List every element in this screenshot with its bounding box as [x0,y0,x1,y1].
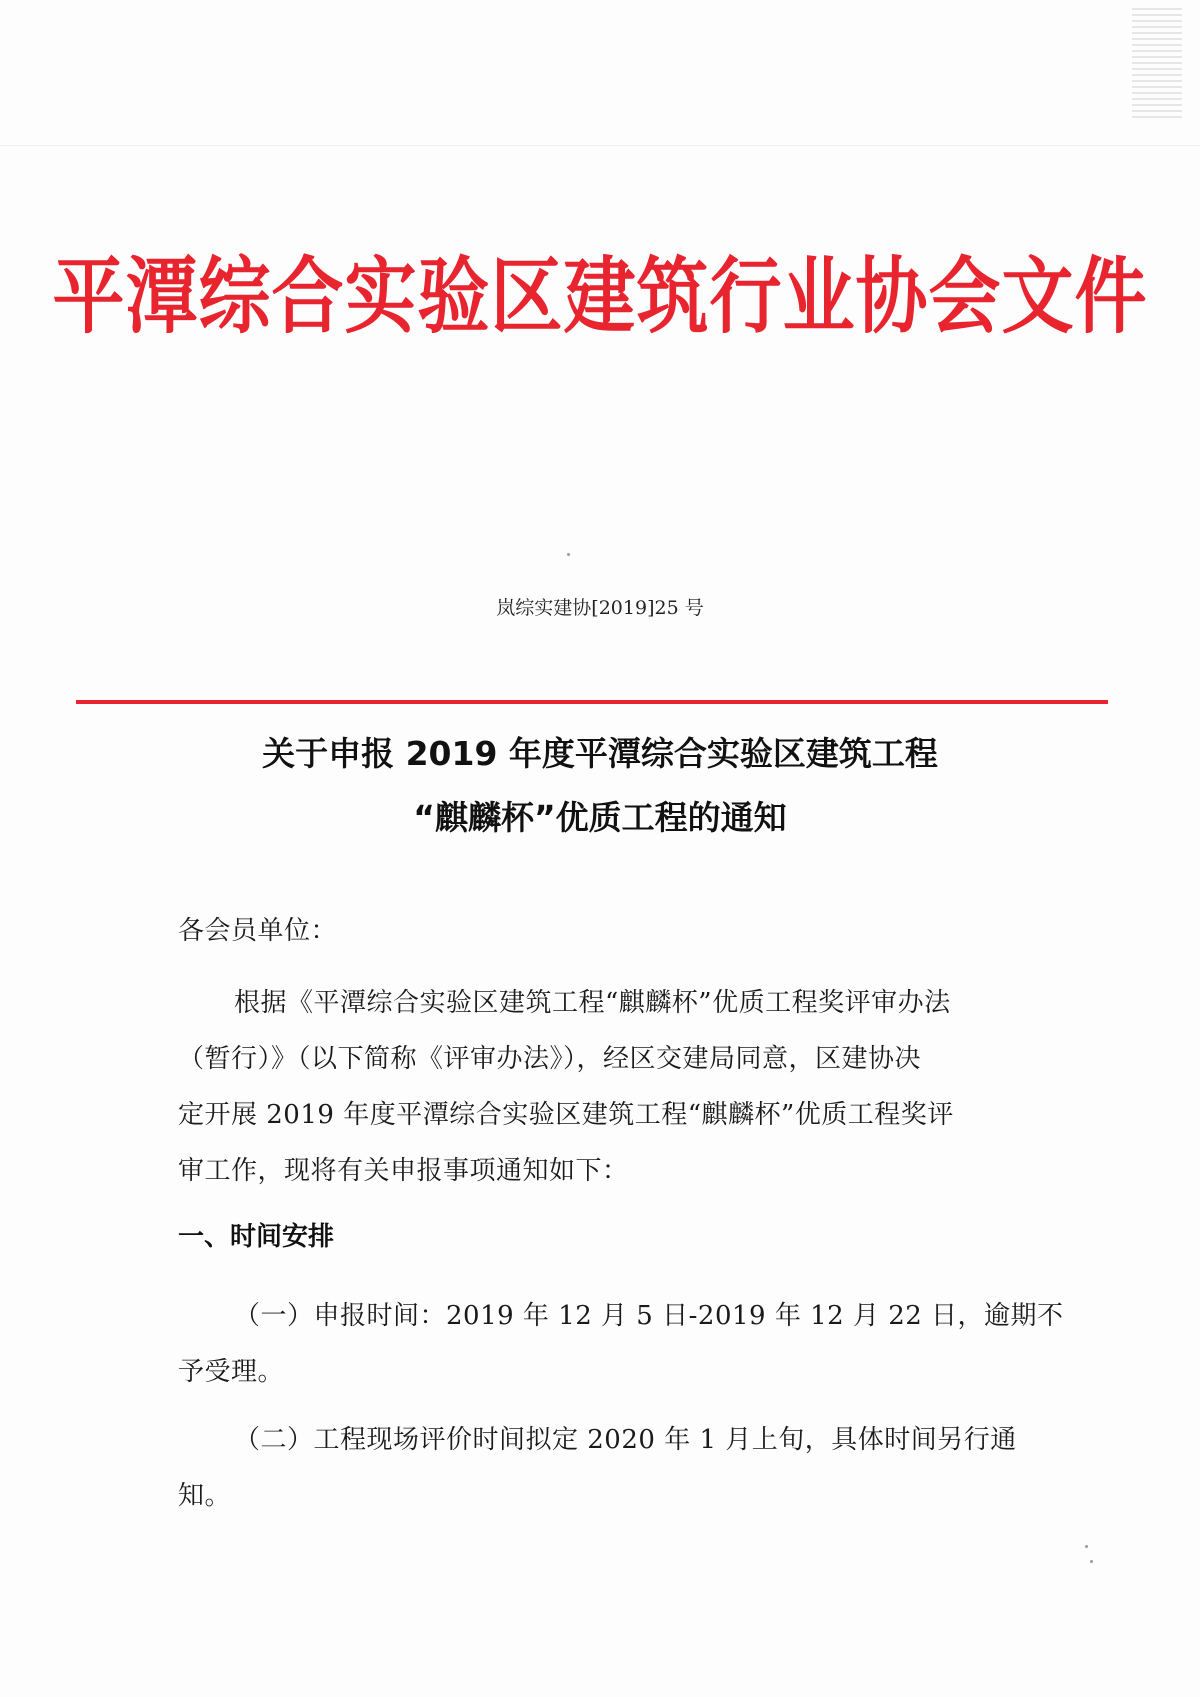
red-divider [76,700,1108,704]
salutation: 各会员单位： [178,916,338,946]
paragraph-line: （暂行）》（以下简称《评审办法》），经区交建局同意，区建协决 [178,1044,922,1074]
paragraph-line: 根据《平潭综合实验区建筑工程“麒麟杯”优质工程奖评审办法 [234,988,951,1018]
schedule-item-2 [178,1412,1018,1524]
scan-speck [1090,1560,1093,1563]
org-header-title: 平潭综合实验区建筑行业协会文件 [52,246,1148,345]
item-line: （二）工程现场评价时间拟定 2020 年 1 月上旬，具体时间另行通 [234,1425,1017,1455]
notice-title-line2: “麒麟杯”优质工程的通知 [413,798,787,837]
paragraph-line: 定开展 2019 年度平潭综合实验区建筑工程“麒麟杯”优质工程奖评 [178,1100,954,1130]
paragraph-line: 审工作，现将有关申报事项通知如下： [178,1156,629,1186]
notice-title-line1: 关于申报 2019 年度平潭综合实验区建筑工程 [262,734,938,773]
paragraph-intro [178,975,1018,1199]
schedule-item-1 [178,1288,1064,1400]
item-line: 予受理。 [178,1357,285,1387]
item-line: （一）申报时间：2019 年 12 月 5 日-2019 年 12 月 22 日，逾期不 [234,1301,1064,1331]
scan-artifact-line [0,145,1200,146]
scan-artifact [1132,8,1182,118]
item-line: 知。 [178,1481,232,1511]
document-number: 岚综实建协[2019]25 号 [496,597,704,619]
scan-speck [567,553,570,556]
scan-speck [1085,1545,1088,1548]
section-heading-schedule: 一、时间安排 [178,1222,335,1252]
